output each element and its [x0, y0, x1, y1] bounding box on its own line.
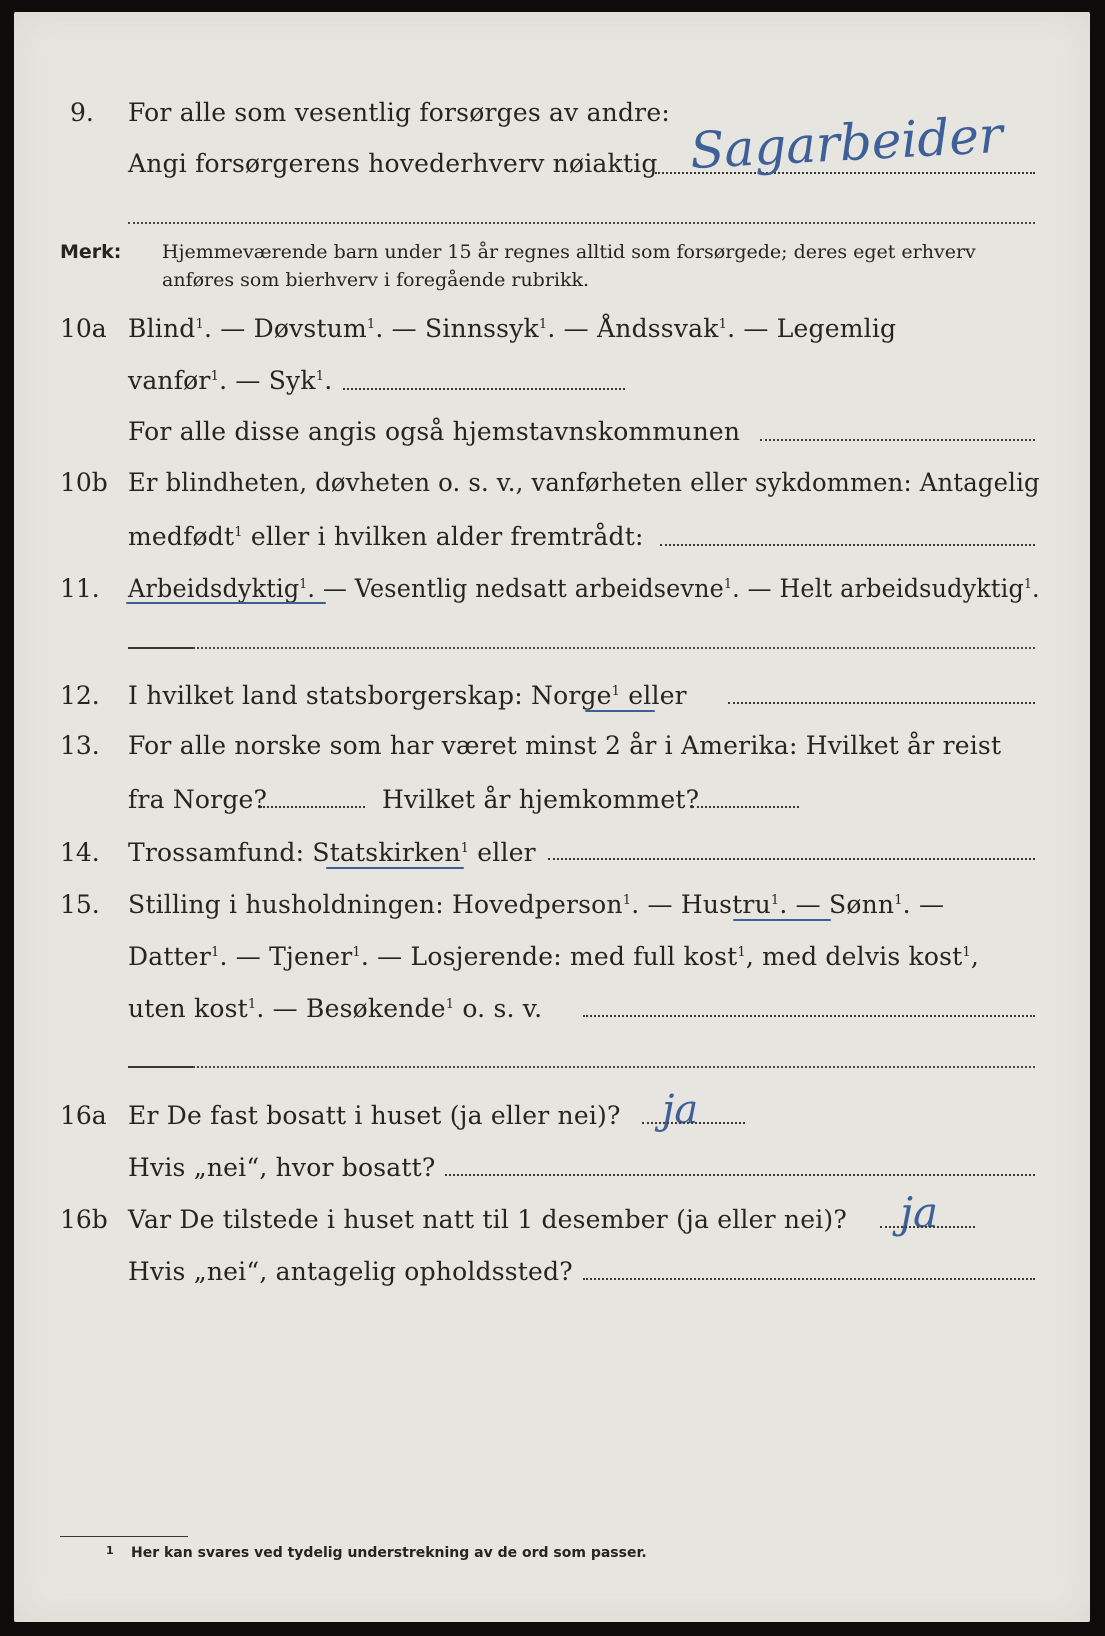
q12-line1: I hvilket land statsborgerskap: Norge$^1$ eller	[128, 681, 687, 710]
q10b-line2: medfødt$^1$ eller i hvilken alder fremtrådt:	[128, 522, 644, 551]
q15-line3: uten kost$^1$. — Besøkende$^1$ o. s. v.	[128, 994, 543, 1023]
q14-number: 14.	[60, 838, 100, 867]
q16a-number: 16a	[60, 1101, 107, 1130]
q16a-line2: Hvis „nei“, hvor bosatt?	[128, 1153, 436, 1182]
q9-line2: Angi forsørgerens hovederhverv nøiaktig	[128, 149, 658, 178]
q12-underline-norge	[585, 710, 655, 712]
q15-answer-line	[583, 1015, 1035, 1017]
q16b-answer-line	[880, 1226, 975, 1228]
q16a-answer-handwriting: ja	[662, 1087, 699, 1133]
q15-line1: Stilling i husholdningen: Hovedperson$^1$. — Hustru$^1$. — Sønn$^1$. —	[128, 890, 945, 919]
q16b-line1: Var De tilstede i huset natt til 1 desember (ja eller nei)?	[128, 1205, 847, 1234]
q10b-answer-line	[660, 544, 1035, 546]
footnote-mark: 1	[106, 1544, 114, 1557]
footnote-rule	[60, 1536, 188, 1537]
q16a-answer-line	[642, 1122, 745, 1124]
q16a-bosatt-line	[445, 1174, 1035, 1176]
q10a-line3: For alle disse angis også hjemstavnskommunen	[128, 417, 741, 446]
q10a-line1: Blind$^1$. — Døvstum$^1$. — Sinnssyk$^1$. — Åndssvak$^1$. — Legemlig	[128, 314, 897, 343]
q13-line1: For alle norske som har været minst 2 år i Amerika: Hvilket år reist	[128, 731, 1002, 760]
q10a-syk-line	[343, 388, 625, 390]
q13-line2b: Hvilket år hjemkommet?	[382, 785, 700, 814]
q10a-number: 10a	[60, 314, 107, 343]
q9-separator	[128, 222, 1035, 224]
q11-line1: Arbeidsdyktig$^1$. — Vesentlig nedsatt arbeidsevne$^1$. — Helt arbeidsudyktig$^1$.	[128, 574, 1040, 603]
q13-hjemkommet-line	[692, 806, 799, 808]
q11-underline-arbeidsdyktig	[126, 602, 326, 604]
q12-answer-line	[728, 702, 1035, 704]
q15-separator	[193, 1066, 1035, 1068]
q10a-line2: vanfør$^1$. — Syk$^1$.	[128, 366, 333, 395]
q9-line1: For alle som vesentlig forsørges av andre:	[128, 98, 670, 127]
q16b-line2: Hvis „nei“, antagelig opholdssted?	[128, 1257, 573, 1286]
q16a-line1: Er De fast bosatt i huset (ja eller nei)?	[128, 1101, 621, 1130]
q16b-number: 16b	[60, 1205, 108, 1234]
q13-number: 13.	[60, 731, 100, 760]
q13-reist-line	[260, 806, 365, 808]
q11-separator	[193, 647, 1035, 649]
q15-line2: Datter$^1$. — Tjener$^1$. — Losjerende: med full kost$^1$, med delvis kost$^1$,	[128, 942, 980, 971]
q13-line2a: fra Norge?	[128, 785, 268, 814]
q14-line1: Trossamfund: Statskirken$^1$ eller	[128, 838, 536, 867]
q15-short-rule	[128, 1066, 193, 1068]
q12-number: 12.	[60, 681, 100, 710]
q16b-opholdssted-line	[583, 1278, 1035, 1280]
q16b-answer-handwriting: ja	[900, 1188, 939, 1237]
q9-answer-handwriting: Sagarbeider	[688, 105, 1005, 181]
q10a-kommune-line	[760, 439, 1035, 441]
q14-answer-line	[548, 858, 1035, 860]
q9-number: 9.	[70, 98, 94, 127]
merk-line2: anføres som bierhverv i foregående rubrikk.	[162, 269, 590, 291]
merk-label: Merk:	[60, 241, 122, 263]
q14-underline-statskirken	[326, 867, 464, 869]
q11-short-rule	[128, 647, 193, 649]
q11-number: 11.	[60, 574, 100, 603]
q10b-number: 10b	[60, 468, 108, 497]
q15-underline-hustru	[733, 919, 831, 921]
merk-line1: Hjemmeværende barn under 15 år regnes alltid som forsørgede; deres eget erhverv	[162, 241, 976, 263]
q15-number: 15.	[60, 890, 100, 919]
footnote-text: Her kan svares ved tydelig understrekning av de ord som passer.	[131, 1545, 647, 1561]
q10b-line1: Er blindheten, døvheten o. s. v., vanførheten eller sykdommen: Antagelig	[128, 468, 1040, 497]
